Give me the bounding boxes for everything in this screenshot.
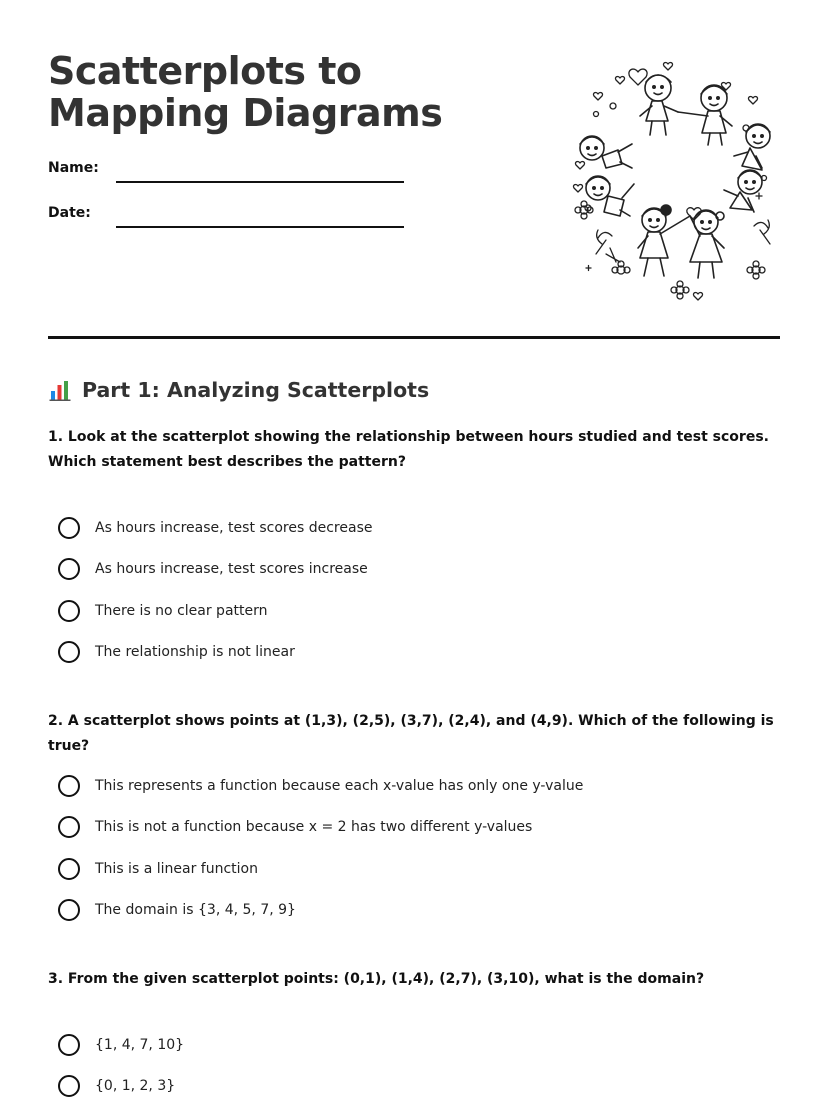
option-label: There is no clear pattern xyxy=(95,603,268,619)
question-3-option-a[interactable] xyxy=(58,1032,184,1058)
radio-button[interactable] xyxy=(58,641,80,663)
question-2 xyxy=(48,709,780,759)
date-label: Date: xyxy=(48,205,91,221)
question-1 xyxy=(48,425,780,475)
children-holding-hands-circle-icon xyxy=(518,58,778,308)
part1-title: Part 1: Analyzing Scatterplots xyxy=(82,378,430,402)
question-2-option-c[interactable] xyxy=(58,856,258,882)
question-3 xyxy=(48,967,780,992)
section-divider xyxy=(48,336,780,339)
question-1-option-b[interactable] xyxy=(58,556,368,582)
radio-button[interactable] xyxy=(58,600,80,622)
option-label: This is not a function because x = 2 has two different y-values xyxy=(95,819,533,835)
option-label: As hours increase, test scores decrease xyxy=(95,520,373,536)
radio-button[interactable] xyxy=(58,517,80,539)
bar-chart-icon xyxy=(48,378,72,402)
option-label: As hours increase, test scores increase xyxy=(95,561,368,577)
radio-button[interactable] xyxy=(58,1034,80,1056)
radio-button[interactable] xyxy=(58,858,80,880)
radio-button[interactable] xyxy=(58,558,80,580)
question-2-option-d[interactable] xyxy=(58,897,296,923)
worksheet-page xyxy=(48,0,780,1118)
radio-button[interactable] xyxy=(58,899,80,921)
question-2-option-a[interactable] xyxy=(58,773,583,799)
question-2-option-b[interactable] xyxy=(58,814,532,840)
radio-button[interactable] xyxy=(58,775,80,797)
option-label: The relationship is not linear xyxy=(95,644,295,660)
name-field[interactable] xyxy=(48,154,408,184)
date-line[interactable] xyxy=(116,226,404,228)
question-2-text: 2. A scatterplot shows points at (1,3), (2,5), (3,7), (2,4), and (4,9). Which of the following is true? xyxy=(48,713,774,754)
question-1-option-c[interactable] xyxy=(58,598,268,624)
option-label: The domain is {3, 4, 5, 7, 9} xyxy=(95,902,296,918)
option-label: {0, 1, 2, 3} xyxy=(95,1078,176,1094)
question-1-option-d[interactable] xyxy=(58,639,295,665)
option-label: {1, 4, 7, 10} xyxy=(95,1037,185,1053)
question-3-text: 3. From the given scatterplot points: (0,1), (1,4), (2,7), (3,10), what is the domain? xyxy=(48,971,705,987)
page-title: Scatterplots to Mapping Diagrams xyxy=(48,49,443,135)
radio-button[interactable] xyxy=(58,1075,80,1097)
radio-button[interactable] xyxy=(58,816,80,838)
question-3-option-b[interactable] xyxy=(58,1073,175,1099)
question-1-text: 1. Look at the scatterplot showing the relationship between hours studied and test scores. Which statement best describes the pattern? xyxy=(48,429,769,470)
name-line[interactable] xyxy=(116,181,404,183)
option-label: This represents a function because each x-value has only one y-value xyxy=(95,778,584,794)
name-label: Name: xyxy=(48,160,99,176)
option-label: This is a linear function xyxy=(95,861,258,877)
date-field[interactable] xyxy=(48,199,408,229)
question-1-option-a[interactable] xyxy=(58,515,372,541)
part1-heading xyxy=(48,374,429,406)
